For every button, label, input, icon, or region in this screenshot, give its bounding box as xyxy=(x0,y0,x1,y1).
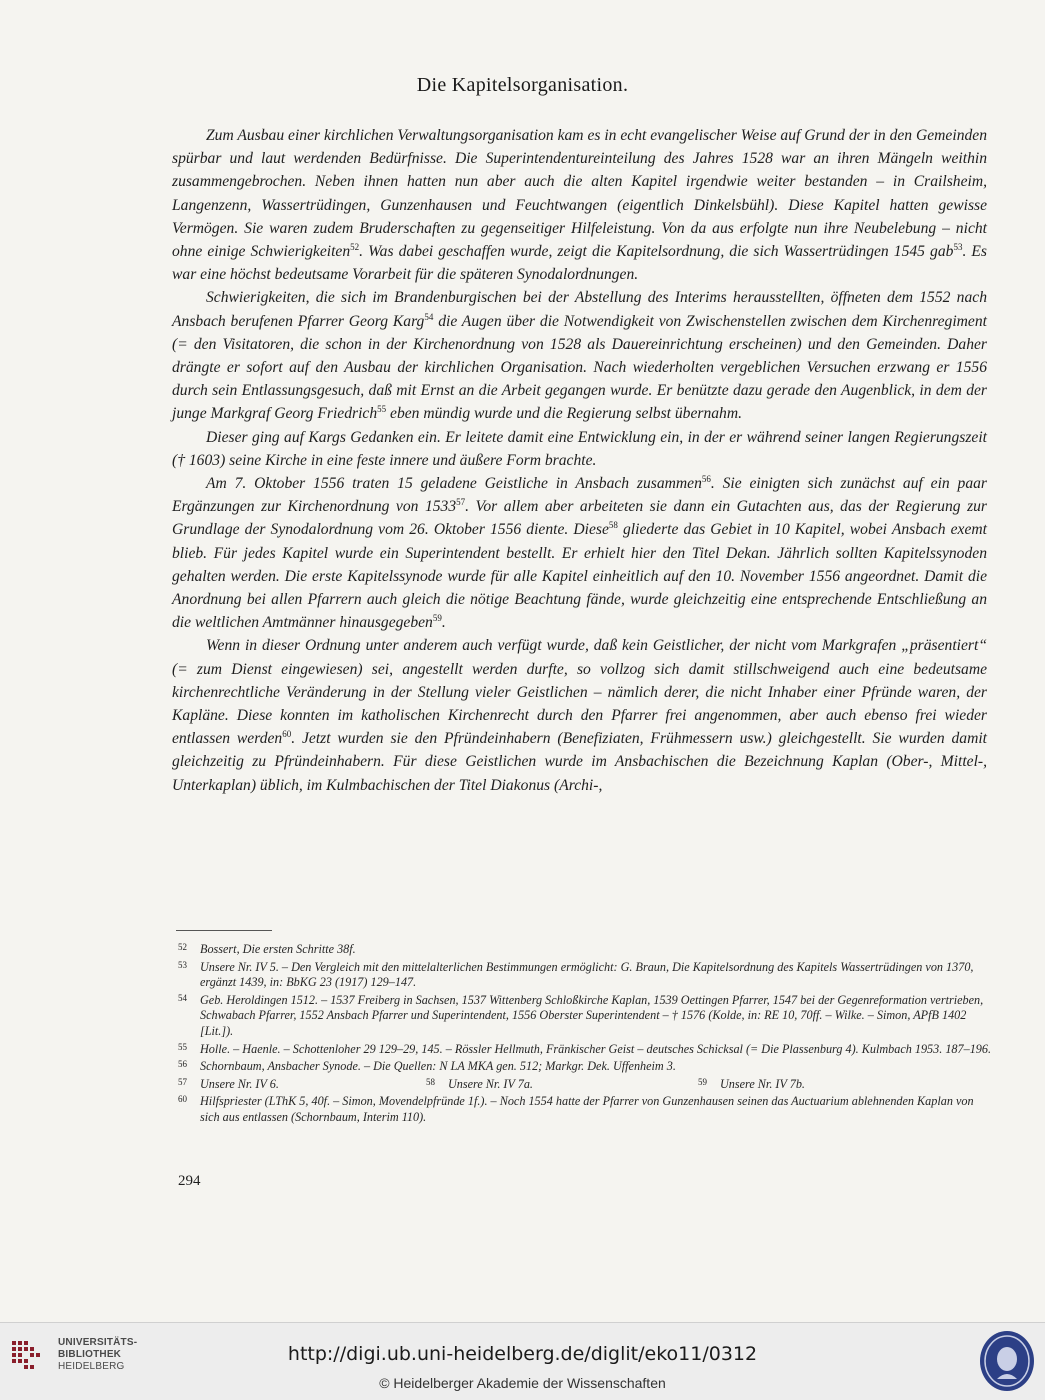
footnote-text: Unsere Nr. IV 5. – Den Vergleich mit den mittelalterlichen Bestimmungen ermöglicht: G. Braun, Die Kapitelsordnung des Kapitels Wassertrüdingen von 1370, ergänzt 1439, in: BbKG 23 (1917) 129–147. xyxy=(200,959,974,990)
text-run: Wenn in dieser Ordnung unter anderem auch verfügt wurde, daß kein Geistlicher, der nicht vom Markgrafen „präsentiert“ (= zum Dienst eingewiesen) sei, angestellt werden durfte, so vollzog sich damit stillschweigend auch eine bedeutsame kirchenrechtliche Veränderung in der Stellung vieler Geistlichen – nämlich derer, die nicht Inhaber einer Pfründe waren, der Kapläne. Diese konnten im katholischen Kirchenrecht durch den Pfarrer frei angenommen, aber auch ebenso frei wieder entlassen werden xyxy=(172,637,987,748)
footnote-59: 59 Unsere Nr. IV 7b. xyxy=(698,1076,805,1091)
footnote-ref[interactable]: 60 xyxy=(282,729,292,740)
text-run: . Es war eine höchst bedeutsame Vorarbeit für die späteren Synodalordnungen. xyxy=(172,243,987,284)
library-logo-text: UNIVERSITÄTS- BIBLIOTHEK HEIDELBERG xyxy=(58,1337,138,1372)
text-run: . Was dabei geschaffen wurde, zeigt die Kapitelsordnung, die sich Wassertrüdingen 1545 gab xyxy=(359,243,954,261)
page-number: 294 xyxy=(178,1173,201,1189)
footnote-53 xyxy=(178,958,993,991)
text-run: . xyxy=(441,614,446,632)
text-run: Am 7. Oktober 1556 traten 15 geladene Geistliche in Ansbach zusammen xyxy=(206,475,702,493)
text-run: Schwierigkeiten, die sich im Brandenburgischen bei der Abstellung des Interims herausstellten, öffneten dem 1552 nach Ansbach berufenen Pfarrer Georg Karg xyxy=(172,289,987,330)
footnote-54 xyxy=(178,991,993,1040)
footnote-ref[interactable]: 56 xyxy=(701,474,711,485)
footnote-ref[interactable]: 52 xyxy=(350,242,360,253)
footnote-row xyxy=(178,1075,993,1093)
body-text xyxy=(172,124,987,797)
footnote-text: Schornbaum, Ansbacher Synode. – Die Quellen: N LA MKA gen. 512; Markgr. Dek. Uffenheim 3. xyxy=(200,1059,676,1074)
text-run: eben mündig wurde und die Regierung selbst übernahm. xyxy=(386,405,743,423)
text-run: . Vor allem aber arbeiteten sie dann ein Gutachten aus, das der Regierung zur Grundlage der Synodalordnung vom 26. Oktober 1556 diente. Diese xyxy=(172,498,987,539)
text-run: die Augen über die Notwendigkeit von Zwischenstellen zwischen dem Kirchenregiment (= den Visitatoren, die schon in der Kirchenordnung von 1528 als Dauereinrichtung erscheinen) und den Gemeinden. Daher drängte er sofort auf den Ausbau der kirchlichen Organisation. Nach wiederholten vergeblichen Versuchen erzwang er 1556 durch sein Entlassungsgesuch, daß mit Ernst an die Arbeit gegangen wurde. Er benützte dazu gerade den Augenblick, in dem der junge Markgraf Georg Friedrich xyxy=(172,312,987,423)
footnote-ref[interactable]: 53 xyxy=(953,242,963,253)
footnote-text: Bossert, Die ersten Schritte 38f. xyxy=(200,942,356,956)
footnote-text: Holle. – Haenle. – Schottenloher 29 129–29, 145. – Rössler Hellmuth, Fränkischer Geist – deutsches Schicksal (= Die Plassenburg 4). Kulmbach 1953. 187–196. xyxy=(200,1041,992,1056)
footnote-60: 60 Hilfspriester (LThK 5, 40f. – Simon, Movendelpfründe 1f.). – Noch 1554 hatte der Pfarrer von Gunzenhausen seinen das Auctuarium ablehnenden Kaplan von sich aus entlassen (Schornbaum, Interim 110). xyxy=(178,1094,974,1124)
body-paragraph xyxy=(172,124,987,286)
footnote-58: 58 Unsere Nr. IV 7a. xyxy=(426,1076,533,1091)
text-run: Dieser ging auf Kargs Gedanken ein. Er leitete damit eine Entwicklung ein, in der er während seiner langen Regierungszeit († 1603) seine Kirche in eine feste innere und äußere Form brachte. xyxy=(172,428,987,469)
copyright-notice: © Heidelberger Akademie der Wissenschaften xyxy=(379,1375,666,1391)
footnote-number: 52 xyxy=(178,942,187,952)
footnote-divider xyxy=(176,930,272,931)
footnote-57: 57 Unsere Nr. IV 6. xyxy=(178,1076,279,1091)
footnotes xyxy=(178,940,993,1126)
footnote-ref[interactable]: 57 xyxy=(456,497,466,508)
footnote-52 xyxy=(178,940,993,958)
footnote-number: 56 xyxy=(178,1059,187,1070)
academy-seal-icon[interactable] xyxy=(978,1329,1036,1393)
text-run: . Jetzt wurden sie den Pfründeinhabern (Benefiziaten, Frühmessern usw.) gleichgestellt. Sie wurden damit gleichzeitig zu Pfründeinhabern. Für diese Geistlichen wurde im Ansbachischen die Bezeichnung Kaplan (Ober-, Mittel-, Unterkaplan) üblich, im Kulmbachischen der Titel Diakonus (Archi-, xyxy=(172,730,987,794)
body-paragraph xyxy=(172,426,987,472)
footnote-ref[interactable]: 54 xyxy=(424,311,434,322)
body-paragraph xyxy=(172,286,987,425)
body-paragraph xyxy=(172,472,987,634)
footnote-text: Geb. Heroldingen 1512. – 1537 Freiberg in Sachsen, 1537 Wittenberg Schloßkirche Kaplan, 1539 Oettingen Pfarrer, 1547 bei der Gegenreformation vertrieben, Schwabach Pfarrer, 1552 Ansbach Pfarrer und Superintendent, 1556 Oberster Superintendent – † 1576 (Kolde, in: RE 10, 70ff. – Wilke. – Simon, APfB 1402 [Lit.]). xyxy=(200,992,984,1038)
text-run: Zum Ausbau einer kirchlichen Verwaltungsorganisation kam es in echt evangelischer Weise auf Grund der in den Gemeinden spürbar und laut werdenden Bedürfnisse. Die Superintendentureinteilung des Jahres 1528 war an ihren Mängeln weithin zusammengebrochen. Neben ihnen hatten nun aber auch die alten Kapitel irgendwie weiter bestanden – in Crailsheim, Langenzenn, Wassertrüdingen, Gunzenhausen und Feuchtwangen (eigentlich Dinkelsbühl). Diese Kapitel hatten gewisse Vermögen. Sie waren zudem Bruderschaften zu gegenseitiger Hilfeleistung. Von da aus erfolgte nun ihre Neubelebung – nicht ohne einige Schwierigkeiten xyxy=(172,127,988,261)
footnote-number: 54 xyxy=(178,992,187,1003)
text-run: . Sie einigten sich zunächst auf ein paar Ergänzungen zur Kirchenordnung von 1533 xyxy=(172,475,987,516)
footnote-ref[interactable]: 55 xyxy=(377,404,387,415)
viewer-footer xyxy=(0,1322,1045,1400)
document-url[interactable]: http://digi.ub.uni-heidelberg.de/diglit/eko11/0312 xyxy=(287,1343,758,1365)
text-run: gliederte das Gebiet in 10 Kapitel, wobei Ansbach exemt blieb. Für jedes Kapitel wurde ein Superintendent bestellt. Er erhielt hier den Titel Dekan. Jährlich sollten Kapitelssynoden gehalten werden. Die erste Kapitelssynode wurde für alle Kapitel einheitlich auf den 10. November 1556 angeordnet. Damit die Anordnung bei allen Pfarrern auch gleich die nötige Beachtung fände, wurde gleichzeitig eine entsprechende Entschließung an die weltlichen Amtmänner hinausgegeben xyxy=(172,521,987,632)
footnote-55 xyxy=(178,1040,993,1058)
footnote-number: 55 xyxy=(178,1041,187,1052)
page-title: Die Kapitelsorganisation. xyxy=(416,74,629,96)
footnote-56 xyxy=(178,1057,993,1075)
footnote-number: 53 xyxy=(178,959,187,970)
footnote-ref[interactable]: 58 xyxy=(608,520,618,531)
footnote-ref[interactable]: 59 xyxy=(432,613,442,624)
body-paragraph xyxy=(172,634,987,796)
